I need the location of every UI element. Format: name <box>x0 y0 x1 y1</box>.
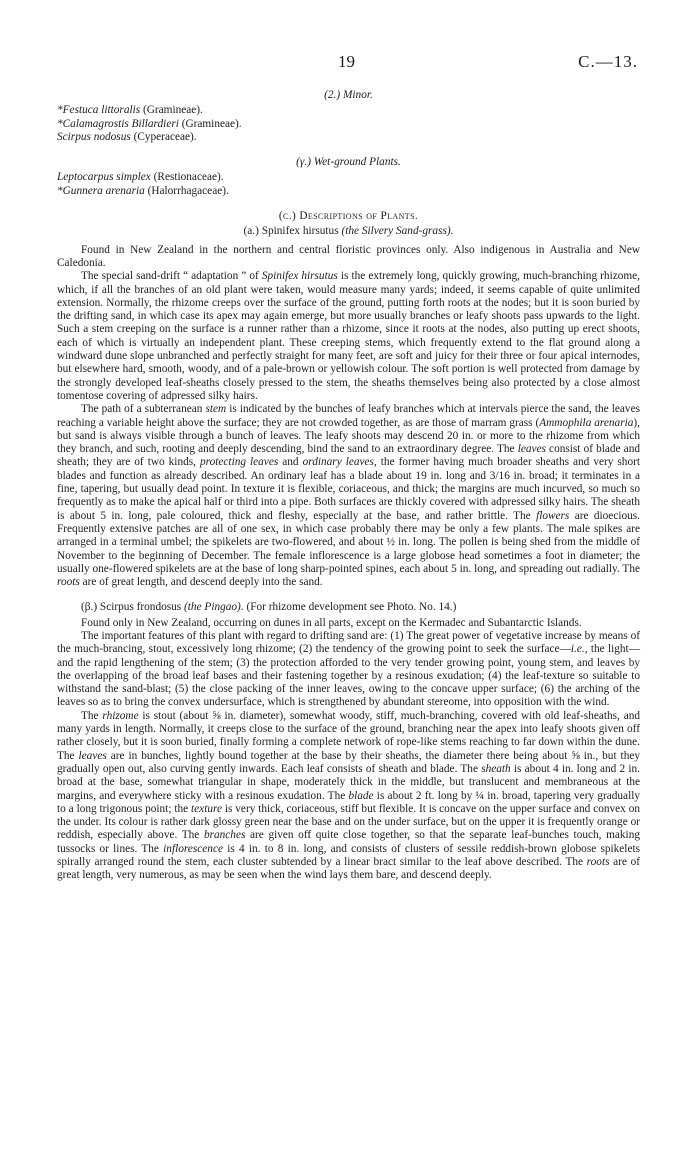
scirpus-paragraph-rhizome: The rhizome is stout (about ⅝ in. diameter), somewhat woody, stiff, much-branching, covered with old leaf-sheaths, and many yards in length. Normally, it creeps close to the surface of the ground, branching near the apex into leafy shoots given off rather closely, but it is soon buried, finally forming a complete network of rope-like stems reaching to far down within the dune. The leaves are in bunches, lightly bound together at the base by their sheaths, the diameter there being about ⅝ in., but they gradually open out, also curving gently inwards. Each leaf consists of sheath and blade. The sheath is about 4 in. long and 2 in. broad at the base, somewhat triangular in shape, moderately thick in the middle, but translucent and membraneous at the margins, and everywhere sticky with a resinous exudation. The blade is about 2 ft. long by ¼ in. broad, tapering very gradually to a long trigonous point; the texture is very thick, coriaceous, stiff but flexible. It is concave on the upper surface and convex on the under. Its colour is rather dark glossy green near the base and on the under surface, but on the upper it is frequently orange or reddish, especially above. The branches are given off quite close together, so that the separate leaf-bunches touch, making tussocks or lines. The inflorescence is 4 in. to 8 in. long, and consists of clusters of sessile reddish-brown globose spikelets spirally arranged round the stem, each cluster subtended by a linear bract similar to the leaf above described. The roots are of great length, very numerous, as may be seen when the wind lays them bare, and descend deeply. <box>57 709 641 882</box>
minor-heading: (2.) Minor. <box>324 89 373 101</box>
page-content <box>57 87 640 883</box>
wet-ground-heading: (γ.) Wet-ground Plants. <box>296 156 401 169</box>
scirpus-paragraph-features: The important features of this plant with regard to drifting sand are: (1) The great power of vegetative increase by means of the much-brancing, stout, excessively long rhizome; (2) the tendency of the growing point to seek the surface—i.e., the light—and the rapid lengthening of the stem; (3) the protection afforded to the very tender growing point, young stem, and leaves by the overlapping of the broad leaf bases and their fastening together by a resinous exudation; (4) the leaf-texture so suitable to withstand the sand-blast; (5) the close packing of the inner leaves, owing to the concave upper surface; (6) the arching of the leaves so as to bring the convex undersurface, which is strengthened by abundant stereome, into opposition with the wind. <box>57 629 640 709</box>
spinifex-paragraph-distribution: Found in New Zealand in the northern and central floristic provinces only. Also indigenous in Australia and New Caledonia. <box>57 243 640 269</box>
wet-species-list <box>57 171 640 198</box>
species-item: Scirpus nodosus (Cyperaceae). <box>57 130 197 143</box>
scirpus-heading: (β.) Scirpus frondosus (the Pingao). (For rhizome development see Photo. No. 14.) <box>81 601 457 614</box>
scirpus-paragraph-distribution: Found only in New Zealand, occurring on dunes in all parts, except on the Kermadec and Subantarctic Islands. <box>81 616 582 629</box>
document-code: C.—13. <box>578 52 638 71</box>
minor-species-list <box>57 104 640 144</box>
page-header <box>0 52 700 76</box>
spinifex-heading: (a.) Spinifex hirsutus (the Silvery Sand-grass). <box>243 225 454 238</box>
spinifex-paragraph-stem: The path of a subterranean stem is indicated by the bunches of leafy branches which at intervals pierce the sand, the leaves reaching a variable height above the surface; they are not crowded together, as are those of marram grass (Ammophila arenaria), but sand is always visible through a bunch of leaves. The leafy shoots may descend 20 in. or more to the rhizome from which they branch, and such, rooting and deeply descending, bind the sand to an extraordinary degree. The leaves consist of blade and sheath; they are of two kinds, protecting leaves and ordinary leaves, the former having much broader sheaths and very short blades and function as already described. An ordinary leaf has a blade about 19 in. long and 3/16 in. broad; it terminates in a fine, tapering, but usually dead point. In texture it is flexible, coriaceous, and thick; the margins are much incurved, so much so frequently as to make the apical half or third into a pipe. Both surfaces are thickly covered with adpressed silky hairs. The sheath is about 5 in. long, pale coloured, thick and fleshy, especially at the base, and rather brittle. The flowers are dioecious. Frequently extensive patches are all of one sex, in which case probably there may be only a few plants. The male spikes are arranged in a terminal umbel; the spikelets are two-flowered, and about ½ in. long. The pollen is being shed from the middle of November to the beginning of December. The female inflorescence is a large globose head sometimes a foot in diameter; the usually one-flowered spikelets are at the base of long sharp-pointed spines, each about 5 in. long, and spreading out radially. The roots are of great length, and descend deeply into the sand. <box>57 403 640 589</box>
species-item: Leptocarpus simplex (Restionaceae). <box>57 171 224 184</box>
spinifex-paragraph-rhizome: The special sand-drift “ adaptation ” of Spinifex hirsutus is the extremely long, quickly growing, much-branching rhizome, which, if all the branches of an old plant were taken, would measure many yards; indeed, it seems capable of quite unlimited extension. Normally, the rhizome creeps over the surface of the ground, putting forth roots at the nodes; but it is soon buried by the drifting sand, in which case its apex may again emerge, but more usually branches or leafy shoots pass upwards to the light. Such a stem creeping on the surface is a runner rather than a rhizome, since it roots at the nodes, also putting up erect shoots, each of which is virtually an independent plant. These creeping stems, which frequently extend to the flat ground along a windward dune slope unbranched and perfectly straight for many feet, are soft and juicy for their three or four apical internodes, but elsewhere hard, smooth, woody, and of a pale-brown or yellowish colour. The soft portion is well protected from damage by the strongly developed leaf-sheaths closely pressed to the stem, the sheaths themselves being also protected by a close almost tomentose covering of adpressed silky hairs. <box>57 270 641 402</box>
descriptions-heading: (c.) Descriptions of Plants. <box>278 210 419 223</box>
species-item: *Gunnera arenaria (Halorrhagaceae). <box>57 184 229 197</box>
species-item: *Calamagrostis Billardieri (Gramineae). <box>57 117 242 130</box>
species-item: *Festuca littoralis (Gramineae). <box>57 104 203 117</box>
page-number: 19 <box>338 52 355 71</box>
